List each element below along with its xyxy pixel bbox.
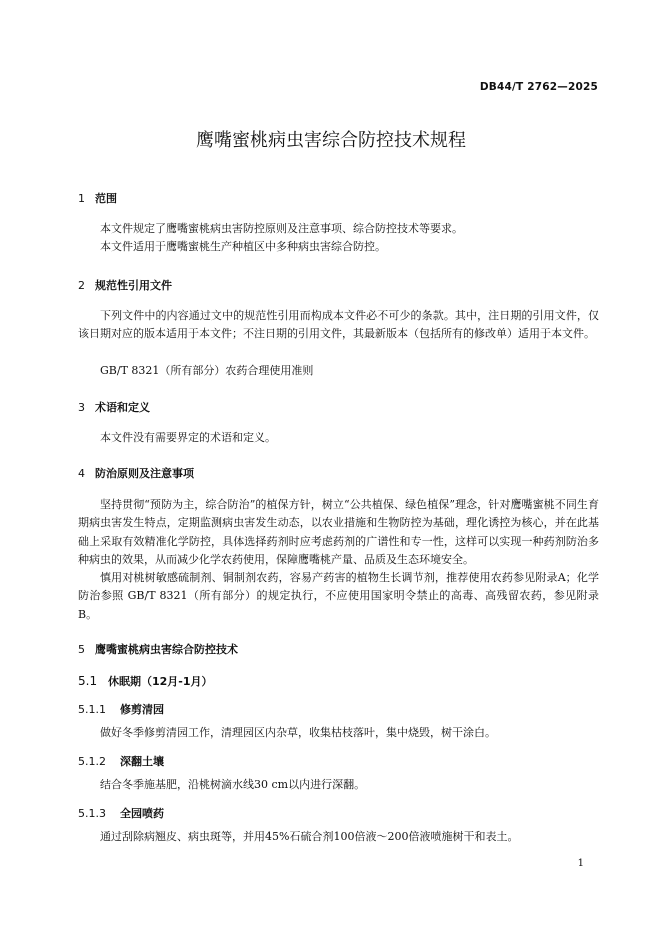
subsection-5-1-heading (78, 673, 213, 689)
section-3-heading (78, 399, 150, 415)
document-code: DB44/T 2762—2025 (479, 81, 598, 93)
section-title: 规范性引用文件 (95, 279, 172, 292)
subsection-title: 全园喷药 (120, 807, 164, 820)
subsection-5-1-3-paragraph: 通过刮除病翘皮、病虫斑等，并用45%石硫合剂100倍液～200倍液喷施树干和表土。 (100, 830, 519, 843)
section-4-paragraph-2: 慎用对桃树敏感硫制剂、铜制剂农药，容易产药害的植物生长调节剂，推荐使用农药参见附录A；化学防治参照 GB/T 8321（所有部分）的规定执行，不应使用国家明令禁止的高毒、高残留农药，参见附录B。 (78, 571, 599, 621)
section-number: 1 (78, 192, 85, 205)
subsection-5-1-1-paragraph: 做好冬季修剪清园工作，清理园区内杂草，收集枯枝落叶，集中烧毁，树干涂白。 (100, 726, 496, 739)
section-title: 鹰嘴蜜桃病虫害综合防控技术 (95, 643, 238, 656)
section-title: 范围 (95, 192, 117, 205)
subsection-title: 深翻土壤 (120, 755, 164, 768)
subsection-5-1-3-heading (78, 805, 164, 821)
section-title: 防治原则及注意事项 (95, 467, 194, 480)
subsection-number: 5.1.3 (78, 807, 106, 820)
section-title: 术语和定义 (95, 401, 150, 414)
section-number: 2 (78, 279, 85, 292)
section-number: 5 (78, 643, 85, 656)
section-number: 4 (78, 467, 85, 480)
subsection-title: 修剪清园 (120, 703, 164, 716)
section-1-heading (78, 190, 117, 206)
section-2-heading (78, 277, 172, 293)
subsection-5-1-2-heading (78, 753, 164, 769)
subsection-number: 5.1 (78, 674, 98, 688)
subsection-5-1-1-heading (78, 701, 164, 717)
section-1-paragraph-2: 本文件适用于鹰嘴蜜桃生产种植区中多种病虫害综合防控。 (100, 240, 386, 253)
subsection-number: 5.1.1 (78, 703, 106, 716)
subsection-number: 5.1.2 (78, 755, 106, 768)
section-2-paragraph-1: 下列文件中的内容通过文中的规范性引用而构成本文件必不可少的条款。其中，注日期的引用文件，仅该日期对应的版本适用于本文件；不注日期的引用文件，其最新版本（包括所有的修改单）适用于本文件。 (78, 309, 599, 341)
document-title: 鹰嘴蜜桃病虫害综合防控技术规程 (196, 130, 466, 151)
page-number: 1 (577, 858, 584, 869)
section-number: 3 (78, 401, 85, 414)
section-1-paragraph-1: 本文件规定了鹰嘴蜜桃病虫害防控原则及注意事项、综合防控技术等要求。 (100, 222, 463, 235)
section-3-paragraph-1: 本文件没有需要界定的术语和定义。 (100, 431, 276, 444)
section-4-heading (78, 465, 194, 481)
subsection-title: 休眠期（12月-1月） (108, 675, 213, 688)
subsection-5-1-2-paragraph: 结合冬季施基肥，沿桃树滴水线30 cm以内进行深翻。 (100, 778, 366, 791)
section-5-heading (78, 641, 238, 657)
section-4-paragraph-1: 坚持贯彻“预防为主，综合防治”的植保方针，树立“公共植保、绿色植保”理念，针对鹰嘴蜜桃不同生育期病虫害发生特点，定期监测病虫害发生动态，以农业措施和生物防控为基础，理化诱控为核心，并在此基础上采取有效精准化学防控，具体选择药剂时应考虑药剂的广谱性和专一性，这样可以实现一种药剂防治多种病虫的效果，从而减少化学农药使用，保障鹰嘴桃产量、品质及生态环境安全。 (78, 498, 599, 566)
normative-reference: GB/T 8321（所有部分）农药合理使用准则 (100, 364, 314, 377)
